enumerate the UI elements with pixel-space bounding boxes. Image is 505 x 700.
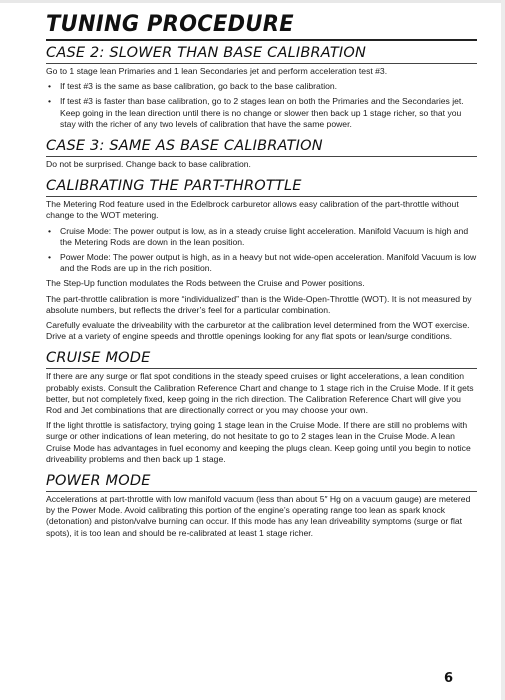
- power-mode-bullet: • Power Mode: The power output is high, as in a heavy but not wide-open acceleration. Manifold Vacuum is low and the Rods are up in the rich position.: [46, 252, 477, 274]
- cruise-paragraph: If there are any surge or flat spot conditions in the steady speed cruises or light accelerations, a lean condition probably exists. Consult the Calibration Reference Chart and change to 1 stage rich in the Cruise Mode. If it gets better, but not completely fixed, keep going in the rich direction. The Calibration Reference Chart will give you Rod and Jet combinations that are directionally correct or you may choose your own.: [46, 371, 474, 416]
- heading-rule: [46, 491, 477, 492]
- case-2-intro: Go to 1 stage lean Primaries and 1 lean Secondaries jet and perform acceleration test #3.: [46, 66, 388, 76]
- title-rule: [46, 39, 477, 41]
- page-edge-right: [501, 0, 505, 700]
- section-heading-cruise-mode: CRUISE MODE: [46, 350, 151, 367]
- case-3-text: Do not be surprised. Change back to base calibration.: [46, 159, 251, 170]
- case-2-bullet-list: [46, 81, 477, 130]
- power-paragraph: Accelerations at part-throttle with low manifold vacuum (less than about 5″ Hg on a vacuum gauge) are metered by the Power Mode. Avoid calibrating this portion of the engine’s operating range too lean as spark knock (detonation) and piston/valve burning can occur. If this mode has any lean driveability symptoms (surge or flat spots), it is too lean and should be re-calibrated at least 1 stage richer.: [46, 494, 471, 538]
- cruise-mode-bullet: • Cruise Mode: The power output is low, as in a steady cruise light acceleration. Manifold Vacuum is high and the Metering Rods are down in the lean position.: [46, 226, 477, 248]
- part-throttle-intro: The Metering Rod feature used in the Edelbrock carburetor allows easy calibration of the part-throttle without change to the WOT metering.: [46, 199, 459, 221]
- section-heading-case-2: CASE 2: SLOWER THAN BASE CALIBRATION: [46, 45, 367, 61]
- mode-bullet-list: [46, 226, 477, 275]
- heading-rule: [46, 63, 477, 64]
- cruise-paragraph: If the light throttle is satisfactory, trying going 1 stage lean in the Cruise Mode. If there are still no problems with surge or other indications of lean metering, do not hesitate to go to 2 stages lean in the Cruise Mode. A lean Cruise Mode has advantages in fuel economy and keeping the plugs clean. Keep going until you begin to notice driveability problems and then back up 1 stage.: [46, 420, 471, 464]
- case-2-bullet: • If test #3 is the same as base calibration, go back to the base calibration.: [46, 81, 477, 92]
- section-part-throttle: [46, 178, 477, 342]
- heading-rule: [46, 368, 477, 369]
- section-heading-case-3: CASE 3: SAME AS BASE CALIBRATION: [46, 138, 323, 155]
- page-edge-top: [0, 0, 505, 3]
- section-case-2: [46, 45, 477, 130]
- page-number: 6: [443, 671, 453, 686]
- page-title: TUNING PROCEDURE: [46, 11, 294, 37]
- step-up-paragraph: The Step-Up function modulates the Rods between the Cruise and Power positions.: [46, 278, 365, 289]
- section-power-mode: [46, 473, 477, 539]
- section-case-3: [46, 138, 477, 170]
- heading-rule: [46, 156, 477, 157]
- individualized-paragraph: The part-throttle calibration is more “individualized” than is the Wide-Open-Throttle (WOT). It is not measured by absolute numbers, but reflects the driver’s feel for a particular combination.: [46, 293, 472, 315]
- section-cruise-mode: [46, 350, 477, 465]
- case-2-bullet: • If test #3 is faster than base calibration, go to 2 stages lean on both the Primaries and the Secondaries jet. Keep going in the lean direction until there is no change or slower then back up 1 stage richer, so that you stay with the richer of any two levels of calibration that have the same power.: [46, 96, 477, 130]
- section-heading-part-throttle: CALIBRATING THE PART-THROTTLE: [46, 178, 302, 195]
- section-heading-power-mode: POWER MODE: [46, 473, 151, 490]
- evaluate-paragraph: Carefully evaluate the driveability with the carburetor at the calibration level determined from the WOT exercise. Drive at a variety of engine speeds and throttle openings looking for any flat spots or lean/surge conditions.: [46, 320, 470, 342]
- heading-rule: [46, 196, 477, 197]
